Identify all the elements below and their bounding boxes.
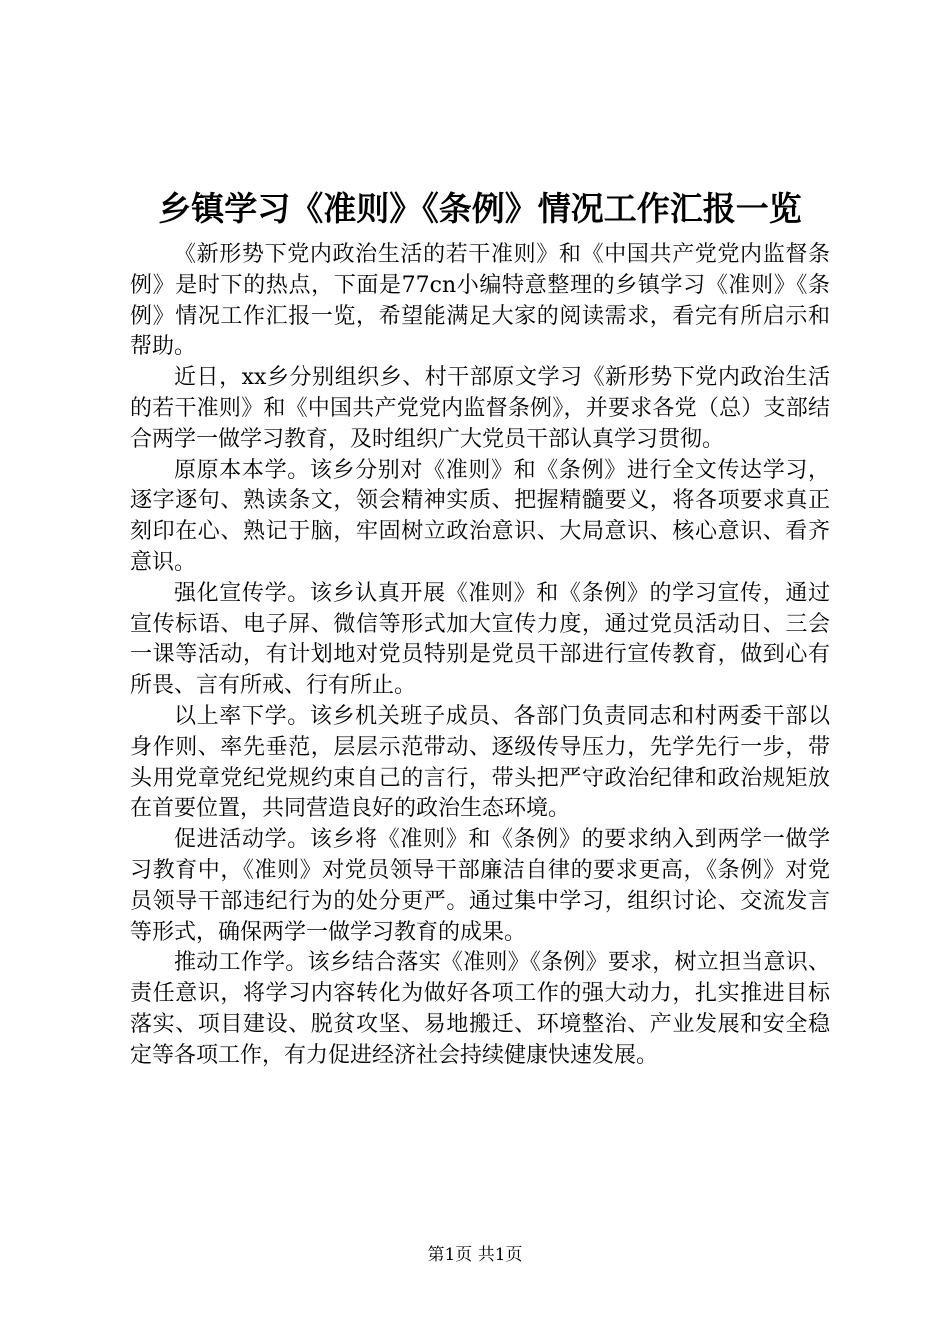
page-number-footer: 第1页 共1页	[427, 1245, 523, 1265]
intro-paragraph: 《新形势下党内政治生活的若干准则》和《中国共产党党内监督条例》是时下的热点，下面是77cn小编特意整理的乡镇学习《准则》《条例》情况工作汇报一览，希望能满足大家的阅读需求，看完有所启示和帮助。	[130, 242, 830, 360]
document-page	[130, 184, 830, 1072]
document-body	[130, 240, 830, 1072]
body-paragraph: 以上率下学。该乡机关班子成员、各部门负责同志和村两委干部以身作则、率先垂范，层层示范带动、逐级传导压力，先学先行一步，带头用党章党纪党规约束自己的言行，带头把严守政治纪律和政治规矩放在首要位置，共同营造良好的政治生态环境。	[130, 703, 830, 822]
body-paragraph: 近日，xx乡分别组织乡、村干部原文学习《新形势下党内政治生活的若干准则》和《中国共产党党内监督条例》，并要求各党（总）支部结合两学一做学习教育，及时组织广大党员干部认真学习贯彻。	[130, 365, 830, 452]
body-paragraph: 推动工作学。该乡结合落实《准则》《条例》要求，树立担当意识、责任意识，将学习内容转化为做好各项工作的强大动力，扎实推进目标落实、项目建设、脱贫攻坚、易地搬迁、环境整治、产业发展和安全稳定等各项工作，有力促进经济社会持续健康快速发展。	[130, 950, 830, 1068]
document-title: 乡镇学习《准则》《条例》情况工作汇报一览	[158, 189, 802, 228]
body-paragraph: 强化宣传学。该乡认真开展《准则》和《条例》的学习宣传，通过宣传标语、电子屏、微信等形式加大宣传力度，通过党员活动日、三会一课等活动，有计划地对党员特别是党员干部进行宣传教育，做到心有所畏、言有所戒、行有所止。	[130, 580, 830, 699]
body-paragraph: 原原本本学。该乡分别对《准则》和《条例》进行全文传达学习，逐字逐句、熟读条文，领会精神实质、把握精髓要义，将各项要求真正刻印在心、熟记于脑，牢固树立政治意识、大局意识、核心意识、看齐意识。	[130, 457, 830, 575]
body-paragraph: 促进活动学。该乡将《准则》和《条例》的要求纳入到两学一做学习教育中，《准则》对党员领导干部廉洁自律的要求更高，《条例》对党员领导干部违纪行为的处分更严。通过集中学习，组织讨论、交流发言等形式，确保两学一做学习教育的成果。	[130, 827, 830, 945]
